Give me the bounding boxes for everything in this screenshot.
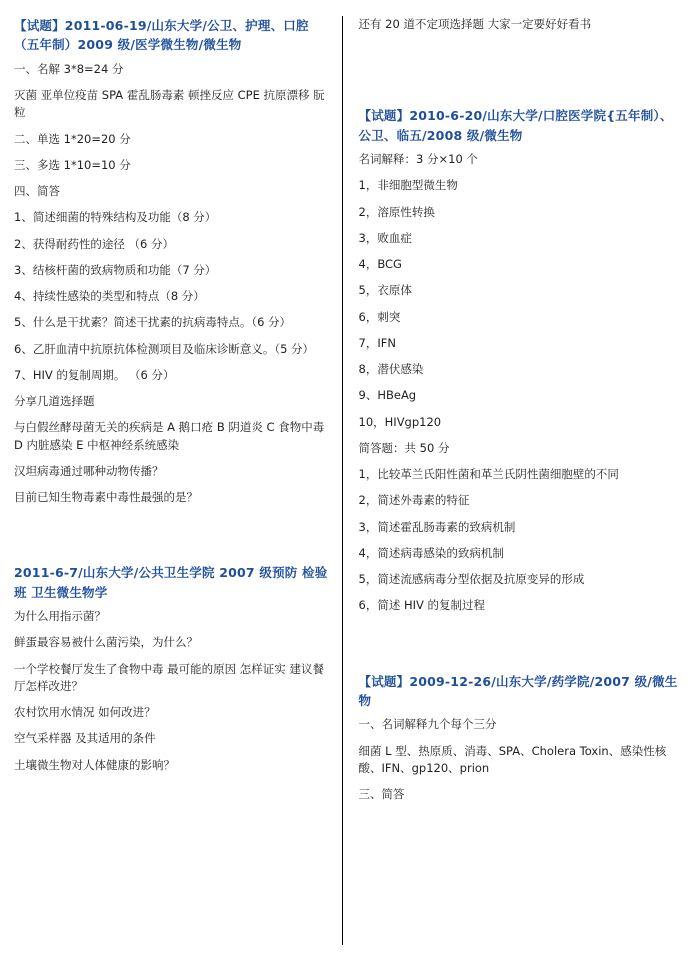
text-line: 三、简答 [358,787,405,801]
text-line: 4，BCG [358,257,402,271]
section-gap [359,628,678,672]
text-line: 农村饮用水情况 如何改进？ [14,705,156,719]
text-line: 2，溶原性转换 [358,204,435,219]
section-gap [359,90,678,106]
section-exam-2010-6-20 [359,106,678,623]
text-line: 5、什么是干扰素？简述干扰素的抗病毒特点。（6 分） [14,315,292,330]
text-line: 5，衣原体 [358,283,412,298]
text-line: 7、HIV 的复制周期。 （6 分） [14,367,175,382]
text-line: 鲜蛋最容易被什么菌污染，为什么？ [14,635,198,650]
text-line: 2，简述外毒素的特征 [358,493,470,508]
text-line: 10，HIVgp120 [358,414,442,429]
section-exam-2011-6-7 [14,563,330,783]
text-line: 6，刺突 [358,309,401,324]
text-line: 3，败血症 [358,230,412,245]
text-line: 四、简答 [14,184,60,198]
text-line: 7，IFN [358,335,396,350]
section-title: 【试题】2011-06-19/山东大学/公卫、护理、口腔（五年制）2009 级/医学微生物/微生物 [14,18,309,53]
text-line: 灭菌 亚单位疫苗 SPA 霍乱肠毒素 顿挫反应 CPE 抗原漂移 朊粒 [14,88,325,120]
section-title: 2011-6-7/山东大学/公共卫生学院 2007 级预防 检验班 卫生微生物学 [14,565,328,600]
section-note-top [359,16,678,42]
section-exam-2009-12-26 [359,672,678,813]
text-line: 4，简述病毒感染的致病机制 [358,545,504,560]
text-line: 细菌 L 型、热原质、消毒、SPA、Cholera Toxin、感染性核酸、IFN、gp120、prion [358,743,667,775]
text-line: 6，简述 HIV 的复制过程 [358,598,486,613]
text-line: 二、单选 1*20=20 分 [14,131,131,146]
text-line: 1、简述细菌的特殊结构及功能（8 分） [14,210,217,225]
text-line: 简答题：共 50 分 [358,440,450,455]
text-line: 2、获得耐药性的途径 （6 分） [14,236,174,251]
text-line: 与白假丝酵母菌无关的疾病是 A 鹅口疮 B 阴道炎 C 食物中毒 D 内脏感染 E 中枢神经系统感染 [14,420,325,452]
text-line: 3，简述霍乱肠毒素的致病机制 [358,519,516,534]
text-line: 3、结核杆菌的致病物质和功能（7 分） [14,262,217,277]
text-line: 一、名词解释九个每个三分 [358,717,497,732]
right-column-spacer [359,816,678,945]
text-line: 为什么用指示菌？ [14,609,106,623]
section-title: 【试题】2010-6-20/山东大学/口腔医学院{五年制）、公卫、临五/2008 级/微生物 [358,108,673,143]
column-divider [342,16,343,945]
left-column [14,16,342,945]
left-column-spacer [14,787,330,945]
text-line: 5，简述流感病毒分型依据及抗原变异的形成 [358,572,585,586]
text-line: 还有 20 道不定项选择题 大家一定要好好看书 [358,17,592,31]
text-line: 9、HBeAg [358,388,417,403]
text-line: 4、持续性感染的类型和特点（8 分） [14,289,205,303]
text-line: 1，比较革兰氏阳性菌和革兰氏阴性菌细胞壁的不同 [358,467,619,481]
right-column [351,16,678,945]
text-line: 汉坦病毒通过哪种动物传播？ [14,463,164,478]
text-line: 名词解释：3 分×10 个 [358,152,478,166]
text-line: 目前已知生物毒素中毒性最强的是？ [14,490,198,504]
section-title: 【试题】2009-12-26/山东大学/药学院/2007 级/微生物 [358,673,678,708]
text-line: 8，潜伏感染 [358,362,424,376]
text-line: 1，非细胞型微生物 [358,178,458,193]
section-gap [359,46,678,90]
section-exam-2011-06-19 [14,16,330,515]
text-line: 三、多选 1*10=10 分 [14,157,131,172]
text-line: 分享几道选择题 [14,394,95,408]
text-line: 一个学校餐厅发生了食物中毒 最可能的原因 怎样证实 建议餐厅怎样改进？ [14,661,324,693]
text-line: 6、乙肝血清中抗原抗体检测项目及临床诊断意义。（5 分） [14,341,315,356]
text-line: 土壤微生物对人体健康的影响？ [14,757,175,772]
section-gap [14,519,330,563]
text-line: 空气采样器 及其适用的条件 [14,731,156,746]
text-line: 一、名解 3*8=24 分 [14,61,124,76]
